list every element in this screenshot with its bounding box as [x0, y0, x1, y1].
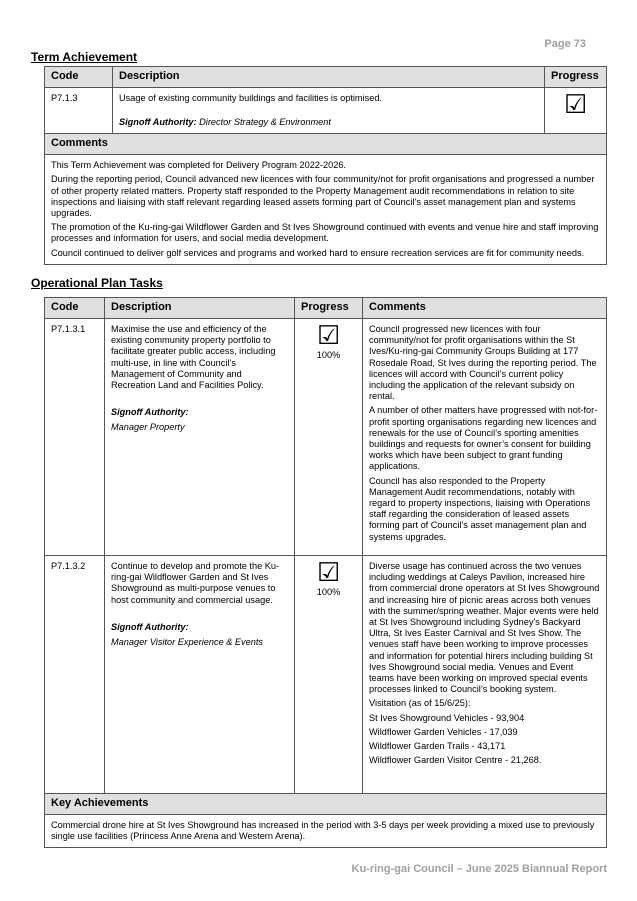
term-comments-row — [45, 155, 607, 265]
task-comment: A number of other matters have progressed with not-for-profit sporting organisations regarding new licences and renewals for the use of Council’s sporting amenities buildings and requests for owner’s consent for building works which have been subject to grant funding applications. — [369, 405, 598, 472]
task-comments-cell — [363, 319, 607, 556]
task-description-cell — [105, 556, 295, 794]
task-progress-cell — [295, 319, 363, 556]
task-comment: Council progressed new licences with four community/not for profit organisations within the St Ives/Ku-ring-gai Community Groups Building at 177 Rosedale Road, St Ives during the reporting period. The licences will accord with Council's current policy including the application of the relevant subsidy on rental. — [369, 324, 597, 402]
term-description: Usage of existing community buildings and facilities is optimised. — [119, 93, 382, 103]
check-icon: ☑ — [563, 90, 588, 120]
task-progress-cell — [295, 556, 363, 794]
key-achievements-text: Commercial drone hire at St Ives Showground has increased in the period with 3-5 days per week providing a mixed use to previously single use facilities (Princess Anne Arena and Western Arena). — [45, 815, 607, 848]
term-description-cell — [113, 88, 545, 134]
task-description: Continue to develop and promote the Ku-ring-gai Wildflower Garden and St Ives Showground as multi-purpose venues to host community and commercial usage. — [111, 561, 280, 605]
task-code: P7.1.3.2 — [45, 556, 105, 794]
operational-tasks-table — [44, 297, 607, 848]
task-comment: Wildflower Garden Trails - 43,171 — [369, 741, 506, 752]
key-achievements-header-row — [45, 794, 607, 815]
term-comment: During the reporting period, Council advanced new licences with four community/not for profit organisations and progressed a number of other property related matters. Property staff responded to the Property Management audit recommendations in relation to site inspections and liaising with staff relevant regarding leased assets forming part of Council’s asset management plan and systems upgrades. — [51, 174, 595, 219]
term-row — [45, 88, 607, 134]
task-comment: Diverse usage has continued across the two venues including weddings at Caleys Pavilion, increased hire from commercial drone operators at St Ives Showground and increasing hire of picnic areas across both venues with the summer/spring weather. Major events were held at St Ives Showground including Sydney's Backyard Ultra, St Ives Easter Carnival and St Ives Show. The venues staff have been working to improve processes and information for potential hirers including building St Ives Showground social media. Venues and Event teams have been working on improved special events processes linked to Council’s booking system. — [369, 561, 600, 695]
term-comments-cell — [45, 155, 607, 265]
term-comments-header: Comments — [45, 134, 607, 155]
term-header-row — [45, 67, 607, 88]
table-row — [45, 556, 607, 794]
operational-plan-tasks-title: Operational Plan Tasks — [31, 276, 163, 290]
task-comment: Visitation (as of 15/6/25): — [369, 698, 471, 709]
task-description: Maximise the use and efficiency of the existing community property portfolio to facilitate greater public access, including multi-use, in line with Council’s Management of Community and Recreation Land and Facilities Policy. — [111, 324, 276, 391]
check-icon: ☑ — [316, 558, 341, 588]
key-achievements-header: Key Achievements — [45, 794, 607, 815]
task-comment: Wildflower Garden Visitor Centre - 21,268. — [369, 755, 542, 766]
term-comment: The promotion of the Ku-ring-gai Wildflower Garden and St Ives Showground continued with events and venue hire and staff improving processes and information for users, and social media development. — [51, 222, 599, 244]
term-comment: Council continued to deliver golf services and programs and worked hard to ensure recreation services are fit for community needs. — [51, 247, 585, 258]
task-comment: St Ives Showground Vehicles - 93,904 — [369, 712, 525, 723]
term-achievement-title: Term Achievement — [31, 50, 138, 64]
task-comment: Council has also responded to the Property Management Audit recommendations, notably with regard to property inspections, liaising with Operations staff regarding the consideration of leased assets forming part of Council’s asset management plan and systems upgrades. — [369, 475, 591, 542]
term-code: P7.1.3 — [45, 88, 113, 134]
term-comment: This Term Achievement was completed for Delivery Program 2022-2026. — [51, 160, 346, 171]
tasks-description-header: Description — [105, 298, 295, 319]
tasks-header-row — [45, 298, 607, 319]
key-achievements-row — [45, 815, 607, 848]
task-code: P7.1.3.1 — [45, 319, 105, 556]
task-signoff-label: Signoff Authority: — [111, 407, 189, 418]
term-achievement-table — [44, 66, 607, 265]
task-signoff-label: Signoff Authority: — [111, 621, 189, 632]
term-comments-header-row — [45, 134, 607, 155]
page-number: Page 73 — [544, 38, 586, 50]
term-code-header: Code — [45, 67, 113, 88]
tasks-comments-header: Comments — [363, 298, 607, 319]
report-footer: Ku-ring-gai Council – June 2025 Biannual Report — [351, 863, 607, 875]
task-description-cell — [105, 319, 295, 556]
term-description-header: Description — [113, 67, 545, 88]
task-signoff-value: Manager Visitor Experience & Events — [111, 637, 264, 648]
task-signoff-value: Manager Property — [111, 422, 185, 433]
task-comments-cell — [363, 556, 607, 794]
task-progress-value: 100% — [316, 587, 341, 597]
tasks-code-header: Code — [45, 298, 105, 319]
table-row — [45, 319, 607, 556]
task-progress-value: 100% — [316, 350, 341, 360]
term-signoff-value: Director Strategy & Environment — [199, 117, 331, 127]
tasks-progress-header: Progress — [295, 298, 363, 319]
term-progress-cell — [545, 88, 607, 134]
check-icon: ☑ — [316, 321, 341, 351]
task-comment: Wildflower Garden Vehicles - 17,039 — [369, 726, 518, 737]
term-signoff-label: Signoff Authority: — [119, 117, 197, 127]
term-progress-header: Progress — [545, 67, 607, 88]
